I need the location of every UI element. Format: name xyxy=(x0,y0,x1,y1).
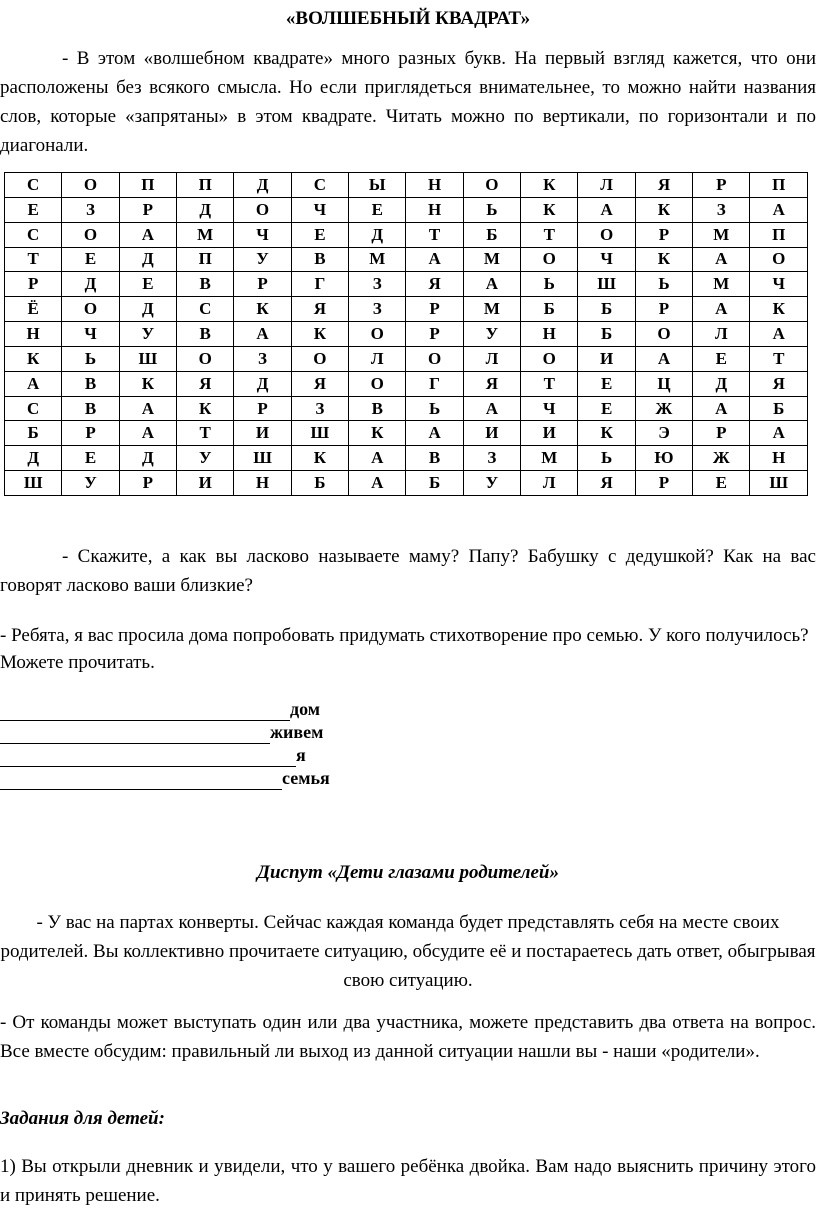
grid-cell: Е xyxy=(119,272,176,297)
grid-row xyxy=(5,197,808,222)
grid-cell: Ю xyxy=(635,446,692,471)
blank-line xyxy=(0,770,282,790)
grid-cell: Т xyxy=(406,222,463,247)
grid-cell: Т xyxy=(177,421,234,446)
dispute-intro: - У вас на партах конверты. Сейчас каждая команда будет представлять себя на месте своих родителей. Вы коллективно прочитаете ситуацию, обсудите её и постараетесь дать ответ, обыгрывая свою ситуацию. xyxy=(0,912,816,991)
grid-cell: Ц xyxy=(635,371,692,396)
grid-row xyxy=(5,222,808,247)
grid-cell: Ы xyxy=(349,173,406,198)
grid-cell: Е xyxy=(5,197,62,222)
grid-cell: Ь xyxy=(62,346,119,371)
grid-cell: Н xyxy=(234,471,291,496)
grid-cell: Ч xyxy=(521,396,578,421)
grid-cell: Д xyxy=(234,371,291,396)
grid-cell: О xyxy=(750,247,808,272)
blank-line xyxy=(0,724,270,744)
poem-line-3: я xyxy=(0,744,306,767)
grid-cell: Р xyxy=(635,471,692,496)
grid-cell: Э xyxy=(635,421,692,446)
grid-cell: Р xyxy=(406,297,463,322)
grid-cell: А xyxy=(693,297,750,322)
grid-cell: К xyxy=(578,421,635,446)
grid-cell: К xyxy=(521,197,578,222)
dispute-rules: - От команды может выступать один или два участника, можете представить два ответа на вопрос. Все вместе обсудим: правильный ли выход из данной ситуации нашли вы - наши «родители». xyxy=(0,1012,816,1062)
grid-cell: Б xyxy=(463,222,520,247)
grid-cell: Р xyxy=(406,322,463,347)
grid-row xyxy=(5,272,808,297)
grid-cell: П xyxy=(177,173,234,198)
grid-cell: Д xyxy=(119,247,176,272)
task-1: 1) Вы открыли дневник и увидели, что у вашего ребёнка двойка. Вам надо выяснить причину этого и принять решение. xyxy=(0,1156,816,1206)
grid-cell: Д xyxy=(119,297,176,322)
grid-cell: К xyxy=(119,371,176,396)
grid-cell: И xyxy=(463,421,520,446)
grid-row xyxy=(5,322,808,347)
grid-cell: А xyxy=(234,322,291,347)
grid-cell: З xyxy=(349,297,406,322)
grid-cell: Я xyxy=(291,297,348,322)
grid-row xyxy=(5,173,808,198)
grid-cell: М xyxy=(349,247,406,272)
grid-cell: В xyxy=(177,272,234,297)
grid-cell: О xyxy=(62,297,119,322)
grid-cell: А xyxy=(578,197,635,222)
grid-cell: Б xyxy=(406,471,463,496)
grid-cell: Б xyxy=(578,322,635,347)
question-affection: - Скажите, а как вы ласково называете маму? Папу? Бабушку с дедушкой? Как на вас говорят ласково ваши близкие? xyxy=(0,546,816,596)
grid-cell: А xyxy=(693,396,750,421)
grid-cell: Д xyxy=(693,371,750,396)
grid-cell: У xyxy=(177,446,234,471)
grid-cell: Я xyxy=(406,272,463,297)
grid-cell: З xyxy=(234,346,291,371)
grid-cell: О xyxy=(521,247,578,272)
dispute-title: Диспут «Дети глазами родителей» xyxy=(256,862,559,883)
grid-cell: А xyxy=(750,421,808,446)
tasks-heading: Задания для детей: xyxy=(0,1108,165,1129)
grid-cell: О xyxy=(406,346,463,371)
grid-cell: П xyxy=(177,247,234,272)
grid-cell: Б xyxy=(578,297,635,322)
grid-cell: Ж xyxy=(635,396,692,421)
grid-cell: В xyxy=(291,247,348,272)
grid-cell: Л xyxy=(521,471,578,496)
blank-line xyxy=(0,747,296,767)
grid-cell: П xyxy=(119,173,176,198)
intro-paragraph: - В этом «волшебном квадрате» много разных букв. На первый взгляд кажется, что они расположены без всякого смысла. Но если приглядеться внимательнее, то можно найти названия слов, которые «запрятаны» в этом квадрате. Читать можно по вертикали, по горизонтали и по диагонали. xyxy=(0,48,816,156)
grid-cell: Н xyxy=(406,197,463,222)
grid-cell: О xyxy=(635,322,692,347)
grid-cell: Ш xyxy=(578,272,635,297)
grid-cell: К xyxy=(234,297,291,322)
grid-cell: О xyxy=(234,197,291,222)
grid-cell: Р xyxy=(635,297,692,322)
grid-cell: М xyxy=(463,297,520,322)
grid-cell: Е xyxy=(693,346,750,371)
grid-row xyxy=(5,421,808,446)
grid-cell: О xyxy=(349,371,406,396)
grid-cell: Ш xyxy=(750,471,808,496)
grid-cell: А xyxy=(635,346,692,371)
grid-cell: Б xyxy=(5,421,62,446)
grid-row xyxy=(5,396,808,421)
grid-cell: В xyxy=(177,322,234,347)
grid-cell: К xyxy=(349,421,406,446)
grid-cell: А xyxy=(406,247,463,272)
grid-cell: Л xyxy=(349,346,406,371)
grid-cell: Д xyxy=(5,446,62,471)
grid-cell: О xyxy=(291,346,348,371)
grid-cell: А xyxy=(750,322,808,347)
grid-cell: М xyxy=(177,222,234,247)
grid-cell: П xyxy=(750,222,808,247)
grid-cell: У xyxy=(463,471,520,496)
grid-cell: Ш xyxy=(291,421,348,446)
grid-cell: Р xyxy=(635,222,692,247)
grid-row xyxy=(5,471,808,496)
grid-cell: Ш xyxy=(5,471,62,496)
grid-cell: О xyxy=(521,346,578,371)
grid-cell: А xyxy=(463,396,520,421)
grid-cell: Н xyxy=(750,446,808,471)
grid-cell: У xyxy=(119,322,176,347)
grid-cell: С xyxy=(5,396,62,421)
poem-line-4: семья xyxy=(0,767,330,790)
grid-cell: Е xyxy=(62,247,119,272)
grid-cell: А xyxy=(5,371,62,396)
grid-row xyxy=(5,446,808,471)
grid-cell: В xyxy=(349,396,406,421)
grid-cell: П xyxy=(750,173,808,198)
grid-cell: Ч xyxy=(578,247,635,272)
grid-cell: С xyxy=(291,173,348,198)
grid-cell: М xyxy=(693,272,750,297)
grid-cell: А xyxy=(750,197,808,222)
grid-cell: Д xyxy=(349,222,406,247)
grid-cell: Я xyxy=(463,371,520,396)
grid-cell: В xyxy=(406,446,463,471)
grid-cell: Р xyxy=(693,421,750,446)
grid-cell: З xyxy=(463,446,520,471)
grid-cell: Е xyxy=(349,197,406,222)
grid-cell: Я xyxy=(578,471,635,496)
grid-cell: О xyxy=(463,173,520,198)
grid-cell: Д xyxy=(119,446,176,471)
grid-cell: Р xyxy=(234,272,291,297)
grid-cell: Ь xyxy=(463,197,520,222)
grid-cell: Г xyxy=(406,371,463,396)
grid-cell: Т xyxy=(521,222,578,247)
grid-cell: Т xyxy=(5,247,62,272)
grid-cell: Б xyxy=(521,297,578,322)
grid-cell: Р xyxy=(693,173,750,198)
question-poem: - Ребята, я вас просила дома попробовать придумать стихотворение про семью. У кого получилось? Можете прочитать. xyxy=(0,625,809,673)
grid-cell: Ё xyxy=(5,297,62,322)
grid-cell: К xyxy=(177,396,234,421)
grid-cell: Ш xyxy=(119,346,176,371)
grid-cell: К xyxy=(635,197,692,222)
grid-cell: И xyxy=(578,346,635,371)
grid-cell: Д xyxy=(234,173,291,198)
grid-cell: А xyxy=(119,421,176,446)
grid-cell: С xyxy=(177,297,234,322)
grid-cell: У xyxy=(62,471,119,496)
grid-cell: Т xyxy=(521,371,578,396)
grid-cell: З xyxy=(62,197,119,222)
grid-cell: Г xyxy=(291,272,348,297)
magic-square-grid xyxy=(4,172,808,496)
grid-cell: С xyxy=(5,222,62,247)
grid-cell: Я xyxy=(291,371,348,396)
grid-cell: К xyxy=(750,297,808,322)
grid-cell: З xyxy=(349,272,406,297)
grid-cell: Е xyxy=(291,222,348,247)
grid-cell: К xyxy=(291,322,348,347)
blank-line xyxy=(0,701,290,721)
grid-cell: И xyxy=(521,421,578,446)
grid-cell: Е xyxy=(693,471,750,496)
grid-cell: В xyxy=(62,371,119,396)
grid-cell: Д xyxy=(62,272,119,297)
grid-cell: А xyxy=(693,247,750,272)
grid-cell: Р xyxy=(5,272,62,297)
grid-cell: В xyxy=(62,396,119,421)
grid-cell: Ь xyxy=(635,272,692,297)
poem-line-2: живем xyxy=(0,721,323,744)
grid-cell: Т xyxy=(750,346,808,371)
grid-cell: Ь xyxy=(521,272,578,297)
grid-cell: О xyxy=(62,173,119,198)
grid-cell: Ч xyxy=(234,222,291,247)
grid-cell: О xyxy=(177,346,234,371)
grid-row xyxy=(5,371,808,396)
grid-cell: М xyxy=(521,446,578,471)
grid-cell: Д xyxy=(177,197,234,222)
grid-cell: О xyxy=(62,222,119,247)
grid-cell: Е xyxy=(62,446,119,471)
grid-cell: Л xyxy=(578,173,635,198)
grid-cell: З xyxy=(291,396,348,421)
grid-cell: Л xyxy=(693,322,750,347)
grid-cell: К xyxy=(5,346,62,371)
grid-cell: Е xyxy=(578,371,635,396)
grid-cell: Ь xyxy=(406,396,463,421)
grid-cell: И xyxy=(234,421,291,446)
grid-cell: Б xyxy=(750,396,808,421)
grid-cell: А xyxy=(349,471,406,496)
grid-cell: Ь xyxy=(578,446,635,471)
grid-cell: А xyxy=(119,396,176,421)
grid-cell: Н xyxy=(5,322,62,347)
grid-cell: А xyxy=(406,421,463,446)
grid-cell: Р xyxy=(234,396,291,421)
grid-cell: К xyxy=(635,247,692,272)
grid-cell: Я xyxy=(177,371,234,396)
grid-cell: С xyxy=(5,173,62,198)
grid-cell: У xyxy=(234,247,291,272)
grid-cell: Ж xyxy=(693,446,750,471)
grid-cell: Ч xyxy=(62,322,119,347)
page-title: «ВОЛШЕБНЫЙ КВАДРАТ» xyxy=(285,8,531,29)
grid-cell: У xyxy=(463,322,520,347)
grid-cell: Р xyxy=(62,421,119,446)
grid-cell: З xyxy=(693,197,750,222)
grid-cell: К xyxy=(521,173,578,198)
grid-cell: И xyxy=(177,471,234,496)
grid-row xyxy=(5,247,808,272)
grid-row xyxy=(5,346,808,371)
grid-cell: М xyxy=(463,247,520,272)
grid-cell: Ч xyxy=(291,197,348,222)
grid-cell: Ш xyxy=(234,446,291,471)
grid-cell: А xyxy=(463,272,520,297)
grid-cell: Е xyxy=(578,396,635,421)
grid-cell: К xyxy=(291,446,348,471)
grid-cell: Я xyxy=(750,371,808,396)
grid-cell: Р xyxy=(119,471,176,496)
grid-cell: А xyxy=(119,222,176,247)
grid-cell: Р xyxy=(119,197,176,222)
grid-cell: А xyxy=(349,446,406,471)
grid-cell: О xyxy=(578,222,635,247)
poem-line-1: дом xyxy=(0,698,320,721)
grid-cell: О xyxy=(349,322,406,347)
grid-cell: Б xyxy=(291,471,348,496)
grid-cell: Л xyxy=(463,346,520,371)
grid-cell: Н xyxy=(406,173,463,198)
grid-cell: Я xyxy=(635,173,692,198)
grid-cell: М xyxy=(693,222,750,247)
grid-row xyxy=(5,297,808,322)
grid-cell: Н xyxy=(521,322,578,347)
grid-cell: Ч xyxy=(750,272,808,297)
